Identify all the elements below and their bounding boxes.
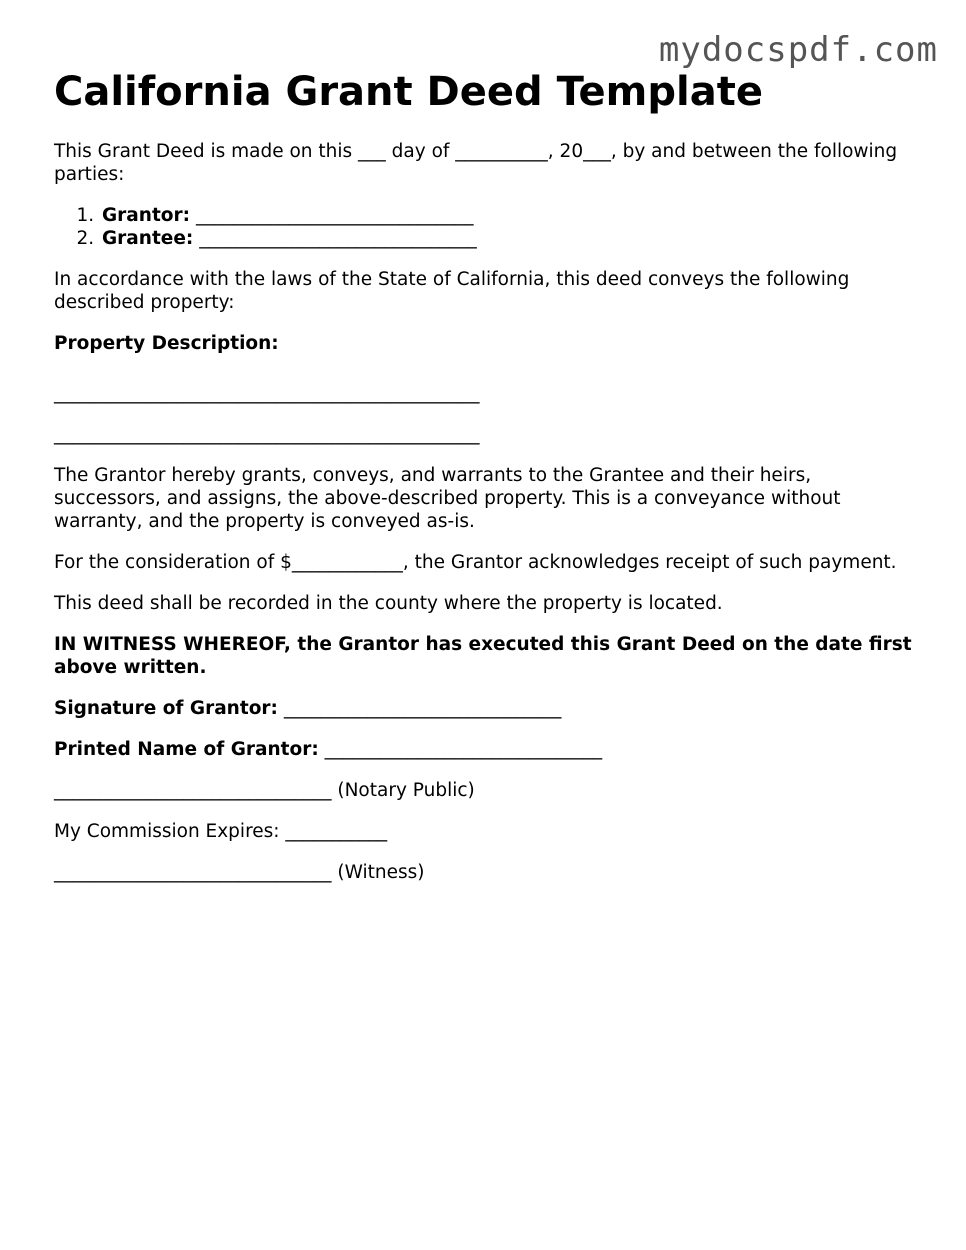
- witness-clause: IN WITNESS WHEREOF, the Grantor has executed this Grant Deed on the date first above written.: [54, 634, 912, 678]
- watermark: mydocspdf.com: [658, 30, 938, 70]
- document-page: [54, 68, 916, 884]
- printed-name-label: Printed Name of Grantor:: [54, 739, 319, 760]
- notary-line: ______________________________ (Notary Public): [54, 780, 475, 801]
- conveyance-intro: In accordance with the laws of the State of California, this deed conveys the following described property:: [54, 269, 850, 313]
- intro-paragraph: This Grant Deed is made on this ___ day of __________, 20___, by and between the following parties:: [54, 141, 898, 185]
- grantee-label: Grantee:: [102, 228, 194, 249]
- printed-name-blank: ______________________________: [324, 739, 603, 760]
- signature-of-grantor: [54, 697, 916, 720]
- grantor-label: Grantor:: [102, 205, 191, 226]
- printed-name-of-grantor: [54, 738, 916, 761]
- parties-list: [54, 204, 916, 250]
- grant-clause: The Grantor hereby grants, conveys, and warrants to the Grantee and their heirs, successors, and assigns, the above-described property. This is a conveyance without warranty, and the property is conveyed as-is.: [54, 465, 841, 532]
- grantee-blank: ______________________________: [199, 228, 477, 249]
- signature-label: Signature of Grantor:: [54, 698, 278, 719]
- recording-paragraph: This deed shall be recorded in the county where the property is located.: [54, 593, 723, 614]
- party-grantee: [100, 227, 916, 250]
- signature-blank: ______________________________: [283, 698, 562, 719]
- consideration-paragraph: For the consideration of $____________, the Grantor acknowledges receipt of such payment.: [54, 552, 897, 573]
- grantor-blank: ______________________________: [195, 205, 474, 226]
- document-title: California Grant Deed Template: [54, 69, 763, 115]
- property-line-1: ______________________________________________: [54, 383, 480, 404]
- commission-expires: My Commission Expires: ___________: [54, 821, 388, 842]
- property-line-2: ______________________________________________: [54, 424, 480, 445]
- witness-line: ______________________________ (Witness): [54, 862, 425, 883]
- party-grantor: [100, 204, 916, 227]
- property-description-label: Property Description:: [54, 333, 279, 354]
